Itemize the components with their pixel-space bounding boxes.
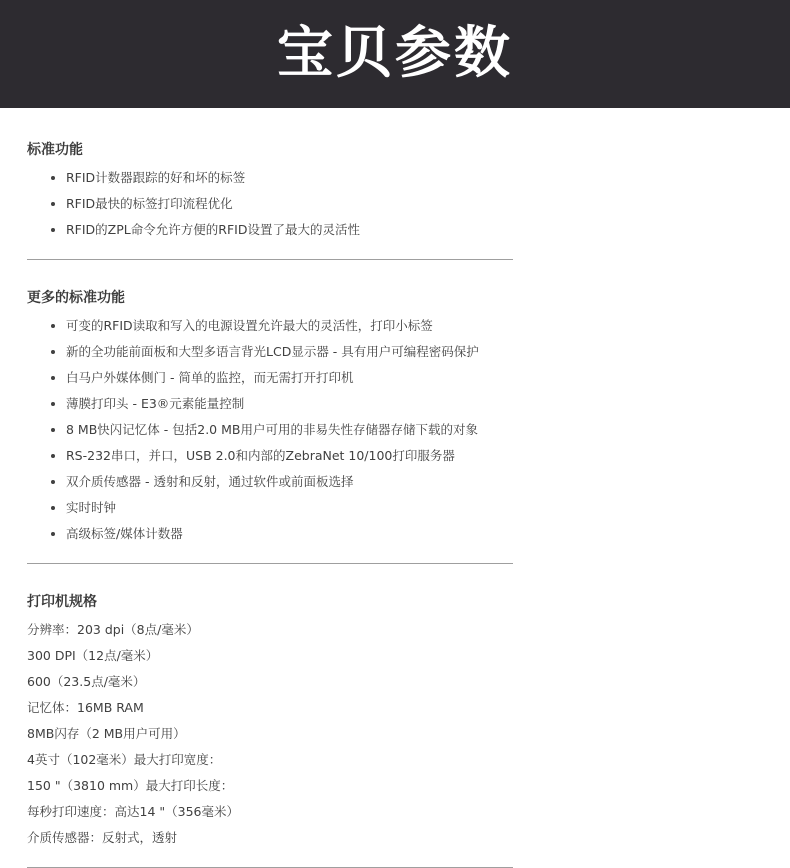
spec-line: 记忆体：16MB RAM <box>27 700 144 715</box>
content-area <box>27 108 513 868</box>
section-more-features <box>27 288 513 564</box>
page-title: 宝贝参数 <box>277 21 513 86</box>
list-item: • 薄膜打印头 - E3®元素能量控制 <box>66 395 513 412</box>
list-item: • 新的全功能前面板和大型多语言背光LCD显示器 - 具有用户可编程密码保护 <box>66 343 513 360</box>
spec-line: 4英寸（102毫米）最大打印宽度： <box>27 752 222 767</box>
list-item: • 8 MB快闪记忆体 - 包括2.0 MB用户可用的非易失性存储器存储下载的对象 <box>66 421 513 438</box>
list-item: • 白马户外媒体侧门 - 简单的监控，而无需打开打印机 <box>66 369 513 386</box>
section-heading-standard: 标准功能 <box>27 142 83 158</box>
section-standard-features <box>27 108 513 260</box>
spec-line: 介质传感器：反射式，透射 <box>27 830 178 845</box>
spec-line: 300 DPI（12点/毫米） <box>27 648 159 663</box>
spec-line: 8MB闪存（2 MB用户可用） <box>27 726 186 741</box>
spec-line: 600（23.5点/毫米） <box>27 674 146 689</box>
section-heading-more: 更多的标准功能 <box>27 290 125 306</box>
page-banner <box>0 0 790 108</box>
list-item: • RS-232串口，并口，USB 2.0和内部的ZebraNet 10/100打印服务器 <box>66 447 513 464</box>
list-item: • 双介质传感器 - 透射和反射，通过软件或前面板选择 <box>66 473 513 490</box>
spec-line: 150 "（3810 mm）最大打印长度： <box>27 778 234 793</box>
list-item: • RFID的ZPL命令允许方便的RFID设置了最大的灵活性 <box>66 221 513 238</box>
section-printer-specs <box>27 592 513 868</box>
standard-feature-list <box>27 169 513 238</box>
list-item: • 高级标签/媒体计数器 <box>66 525 513 542</box>
list-item: • RFID计数器跟踪的好和坏的标签 <box>66 169 513 186</box>
spec-line: 每秒打印速度：高达14 "（356毫米） <box>27 804 239 819</box>
section-heading-specs: 打印机规格 <box>27 594 97 610</box>
more-feature-list <box>27 317 513 542</box>
list-item: • 可变的RFID读取和写入的电源设置允许最大的灵活性，打印小标签 <box>66 317 513 334</box>
list-item: • RFID最快的标签打印流程优化 <box>66 195 513 212</box>
spec-line: 分辨率：203 dpi（8点/毫米） <box>27 622 199 637</box>
list-item: • 实时时钟 <box>66 499 513 516</box>
